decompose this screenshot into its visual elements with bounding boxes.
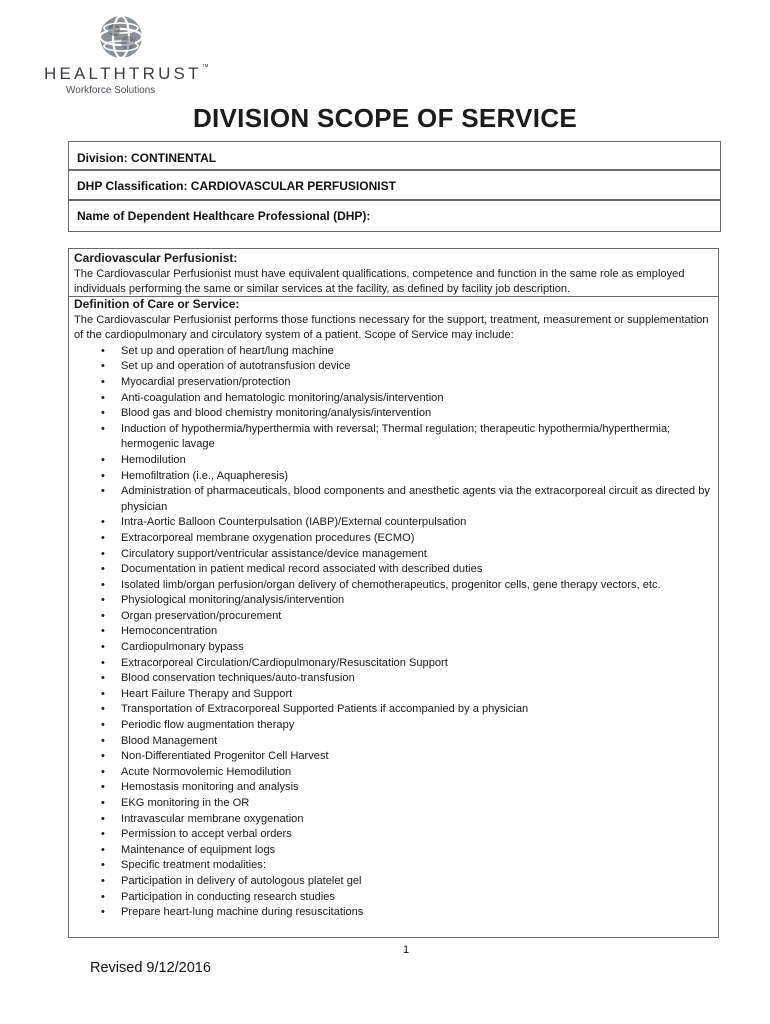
scope-list-item: • Hemofiltration (i.e., Aquapheresis) xyxy=(74,469,713,485)
dhp-name-box xyxy=(68,199,721,232)
scope-list-item: • Permission to accept verbal orders xyxy=(74,827,713,843)
revised-date: Revised 9/12/2016 xyxy=(90,960,211,976)
scope-list-item: • Organ preservation/procurement xyxy=(74,609,713,625)
perfusionist-heading: Cardiovascular Perfusionist: xyxy=(74,251,238,265)
scope-list-item: • Extracorporeal membrane oxygenation procedures (ECMO) xyxy=(74,531,713,547)
scope-list-item: • Documentation in patient medical record associated with described duties xyxy=(74,562,713,578)
scope-list-item: • Non-Differentiated Progenitor Cell Harvest xyxy=(74,749,713,765)
scope-list-item: • EKG monitoring in the OR xyxy=(74,796,713,812)
healthtrust-logo xyxy=(44,14,209,96)
scope-list-item: • Transportation of Extracorporeal Supported Patients if accompanied by a physician xyxy=(74,702,713,718)
scope-list-item: • Participation in conducting research studies xyxy=(74,890,713,906)
scope-list-item: • Cardiopulmonary bypass xyxy=(74,640,713,656)
classification-label: DHP Classification: CARDIOVASCULAR PERFUSIONIST xyxy=(77,179,396,193)
classification-box xyxy=(68,169,721,201)
scope-list-item: • Acute Normovolemic Hemodilution xyxy=(74,765,713,781)
scope-list-item: • Blood Management xyxy=(74,734,713,750)
scope-list-item: • Anti-coagulation and hematologic monitoring/analysis/intervention xyxy=(74,391,713,407)
page-number: 1 xyxy=(403,944,410,956)
scope-list-item: • Myocardial preservation/protection xyxy=(74,375,713,391)
scope-list-item: • Set up and operation of autotransfusion device xyxy=(74,359,713,375)
dhp-name-label: Name of Dependent Healthcare Professional (DHP): xyxy=(77,209,371,223)
logo-name: HEALTHTRUST xyxy=(44,64,202,83)
scope-list-item: • Participation in delivery of autologous platelet gel xyxy=(74,874,713,890)
scope-list-item: • Hemostasis monitoring and analysis xyxy=(74,780,713,796)
scope-list-item: • Prepare heart-lung machine during resuscitations xyxy=(74,905,713,921)
scope-list-item: • Specific treatment modalities: xyxy=(74,858,713,874)
scope-list-item: • Blood gas and blood chemistry monitoring/analysis/intervention xyxy=(74,406,713,422)
scope-list-item: • Intra-Aortic Balloon Counterpulsation (IABP)/External counterpulsation xyxy=(74,515,713,531)
scope-list-item: • Blood conservation techniques/auto-transfusion xyxy=(74,671,713,687)
perfusionist-section xyxy=(69,249,718,296)
scope-list-item: • Administration of pharmaceuticals, blood components and anesthetic agents via the extracorporeal circuit as directed by physician xyxy=(74,484,713,515)
division-box xyxy=(68,141,721,171)
definition-section xyxy=(69,297,718,921)
page-title: DIVISION SCOPE OF SERVICE xyxy=(192,103,578,133)
scope-list-item: • Hemodilution xyxy=(74,453,713,469)
scope-list-item: • Physiological monitoring/analysis/intervention xyxy=(74,593,713,609)
scope-list-item: • Maintenance of equipment logs xyxy=(74,843,713,859)
logo-subtitle: Workforce Solutions xyxy=(66,85,156,96)
logo-tm: ™ xyxy=(201,64,209,71)
scope-list xyxy=(74,344,713,921)
definition-intro: The Cardiovascular Perfusionist performs those functions necessary for the support, treatment, measurement or supplementation of the cardiopulmonary and circulatory system of a patient. Scope of Service may include: xyxy=(74,313,709,342)
scope-list-item: • Circulatory support/ventricular assistance/device management xyxy=(74,547,713,563)
division-label: Division: CONTINENTAL xyxy=(77,151,217,165)
scope-list-item: • Induction of hypothermia/hyperthermia with reversal; Thermal regulation; therapeutic hypothermia/hyperthermia; hermogenic lavage xyxy=(74,422,713,453)
scope-list-item: • Set up and operation of heart/lung machine xyxy=(74,344,713,360)
globe-logo-icon xyxy=(98,14,144,60)
scope-list-item: • Periodic flow augmentation therapy xyxy=(74,718,713,734)
scope-list-item: • Intravascular membrane oxygenation xyxy=(74,812,713,828)
scope-list-item: • Hemoconcentration xyxy=(74,624,713,640)
definition-heading: Definition of Care or Service: xyxy=(74,297,240,311)
scope-list-item: • Heart Failure Therapy and Support xyxy=(74,687,713,703)
scope-list-item: • Extracorporeal Circulation/Cardiopulmonary/Resuscitation Support xyxy=(74,656,713,672)
perfusionist-body: The Cardiovascular Perfusionist must have equivalent qualifications, competence and function in the same role as employed individuals performing the same or similar services at the facility, as defined by facility job description. xyxy=(74,267,685,296)
logo-wordmark xyxy=(44,64,209,84)
scope-content-box xyxy=(68,248,719,938)
scope-list-item: • Isolated limb/organ perfusion/organ delivery of chemotherapeutics, progenitor cells, gene therapy vectors, etc. xyxy=(74,578,713,594)
